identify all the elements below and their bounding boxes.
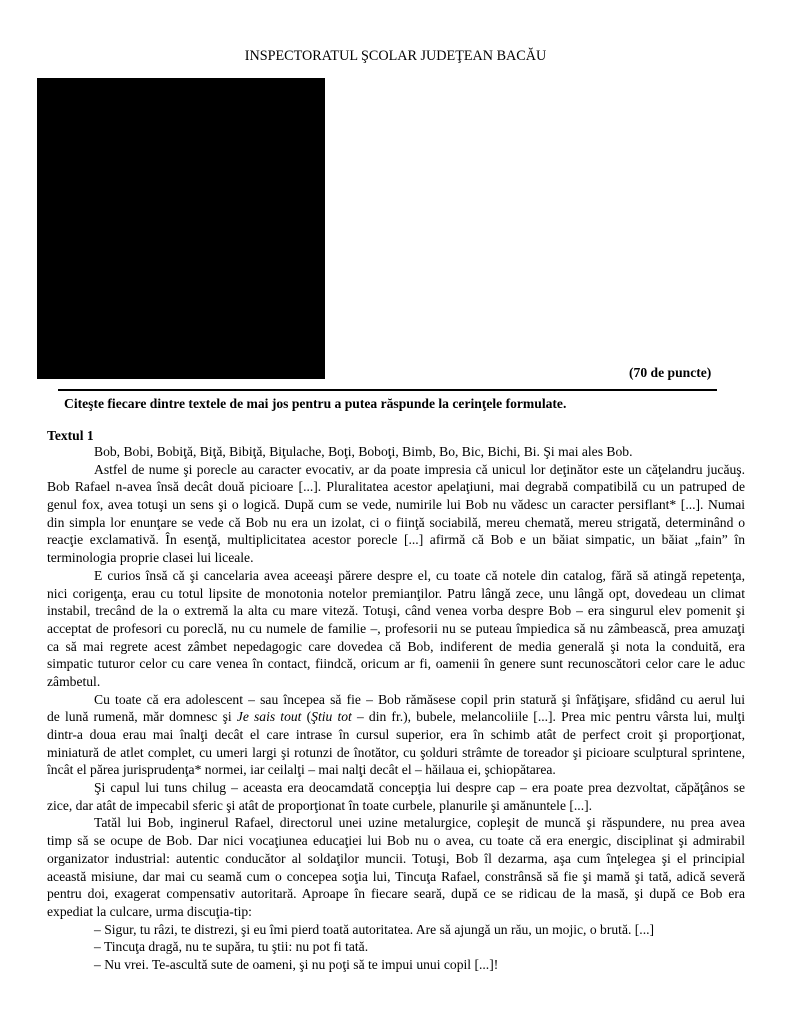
dialogue	[47, 921, 745, 974]
text-line: expediat la culcare, urma discuţia-tip:	[47, 903, 252, 919]
dialogue-line: – Sigur, tu râzi, te distrezi, şi eu îmi pierd toată autoritatea. Are să ajungă un rău, un mojic, o brută. [...]	[94, 921, 655, 937]
score-points: (70 de puncte)	[629, 365, 712, 380]
text-line: simpatic tuturor celor cu care venea în contact, fiindcă, oricum ar fi, oamenii în genere sunt recunoscători celor care le aduc	[47, 656, 745, 672]
dialogue-line: – Nu vrei. Te-ascultă sute de oameni, şi nu poţi să te impui unui copil [...]!	[94, 956, 499, 972]
text-line: Tatăl lui Bob, inginerul Rafael, directorul unei uzine metalurgice, copleşit de muncă şi răspundere, nu prea avea	[94, 815, 745, 831]
text-line: acceptat de profesori cu poreclă, nu cu numele de familie –, profesorii nu se puteau împiedica să nu zâmbească, prea amuzaţi	[47, 620, 745, 636]
text-line: dintr-a doua erau mai înalţi decât el care intrase în cursul superior, era în schimb atât de perfect croit şi proporţionat,	[47, 727, 745, 742]
text-body	[47, 443, 745, 974]
text-line: încât el părea jurisprudenţa* normei, iar ceilalţi – mai nalţi decât el – hăilaua ei, şchiopătarea.	[47, 762, 556, 778]
text-line: reacţie exclamativă. În esenţă, multiplicitatea acestor porecle [...] afirmă că Bob e un băiat simpatic, un băiat „fain” în	[47, 532, 745, 548]
instruction-text: Citeşte fiecare dintre textele de mai jos pentru a putea răspunde la cerinţele formulate.	[64, 396, 567, 411]
text-segment: de lună rumenă, măr domnesc şi	[47, 709, 237, 725]
paragraph	[47, 567, 745, 691]
text-line: zâmbetul.	[47, 673, 101, 689]
text-line: Şi capul lui tuns chilug – aceasta era deocamdată concepţia lui despre cap – era poate prea dezvoltat, căpăţânos se	[94, 780, 745, 796]
paragraph	[47, 691, 745, 779]
text-line: instabil, trecând de la o extremă la alta cu mare viteză. Totuşi, când venea vorba despre Bob – era singurul elev pomenit şi	[47, 603, 745, 619]
text-line: această misiune, dar mai cu seamă cum o concepea soţia lui, Tincuţa Rafael, constrânsă să fie şi mamă şi tată, adică severă	[47, 868, 745, 884]
italic-phrase: Je sais tout	[236, 709, 302, 725]
paragraph	[47, 814, 745, 920]
text-line: miniatură de atlet complet, cu umeri largi şi rotunzi de înotător, cu şolduri strâmte de toreador şi picioare sculptural sprintene,	[47, 744, 745, 760]
text-line: Bob, Bobi, Bobiţă, Biţă, Bibiţă, Biţulache, Boţi, Boboţi, Bimb, Bo, Bic, Bichi, Bi. Şi mai ales Bob.	[94, 444, 633, 459]
text-line: E curios însă că şi cancelaria avea aceeaşi părere despre el, cu toate că notele din catalog, fără să atingă repetenţa,	[94, 567, 745, 583]
text-segment: – din fr.), bubele, melancoliile [...]. Prea mic pentru vârsta lui, mulţi	[351, 709, 745, 725]
horizontal-rule	[58, 389, 717, 391]
paragraph	[47, 443, 745, 461]
text-segment: (	[301, 709, 312, 725]
paragraph	[47, 461, 745, 567]
text-line: pentru doi, exagerat compensativ autoritară. Aproape în fiecare seară, după ce se ridicau de la masă, şi după ce Bob era	[47, 886, 745, 902]
text-line: timp să se ocupe de Bob. Dar nici vocaţiunea educaţiei lui Bob nu o avea, cu toate că era energic, disciplinat şi admirabil	[47, 833, 745, 849]
text-line: Astfel de nume şi porecle au caracter evocativ, ar da poate impresia că unicul lor deţinător este un căţelandru jucăuş.	[94, 461, 745, 477]
text-title: Textul 1	[47, 428, 94, 443]
paragraph	[47, 779, 745, 814]
text-line: zice, dar atât de impecabil sferic şi atât de proporţionat în toate curbele, planurile şi amănuntele [...].	[47, 797, 593, 813]
italic-phrase: Ştiu tot	[311, 709, 352, 725]
text-line: Cu toate că era adolescent – sau începea să fie – Bob rămăsese copil prin statură şi înfăţişare, sfidând cu aerul lui	[94, 691, 745, 707]
text-line: Bob Rafael n-avea însă decât două picioare [...]. Pluralitatea acestor apelaţiuni, mai degrabă compatibilă cu un patruped de	[47, 479, 745, 495]
text-line: nici corigenţa, erau cu totul lipsite de monotonia notelor premianţilor. Patru lângă zece, unu lângă opt, dovedeau un climat	[47, 585, 745, 601]
institution-header: INSPECTORATUL ŞCOLAR JUDEŢEAN BACĂU	[244, 48, 547, 64]
text-line: genul fox, avea totuşi un sens şi o logică. După cum se vede, numirile lui Bob nu vădesc un caracter persiflant* [...]. Numai	[47, 497, 745, 513]
text-line: organizator industrial: autentic conducător al soldaţilor muncii. Totuşi, Bob îl dezarma, aşa cum înţelegea şi el principial	[47, 850, 745, 866]
text-line	[47, 708, 745, 726]
text-line: ca să mai regrete acest zâmbet nepedagogic care dovedea că Bob, indiferent de media generală şi nota la conduită, era	[47, 638, 745, 654]
dialogue-line: – Tincuţa dragă, nu te supăra, tu ştii: nu pot fi tată.	[94, 939, 369, 955]
redacted-block	[37, 78, 325, 379]
text-line: din simpla lor enunţare se vede că Bob nu era un izolat, ci o fiinţă sociabilă, mereu chemată, mereu strigată, determinând o	[47, 514, 745, 530]
text-line: terminologia proprie clasei lui liceale.	[47, 550, 254, 566]
